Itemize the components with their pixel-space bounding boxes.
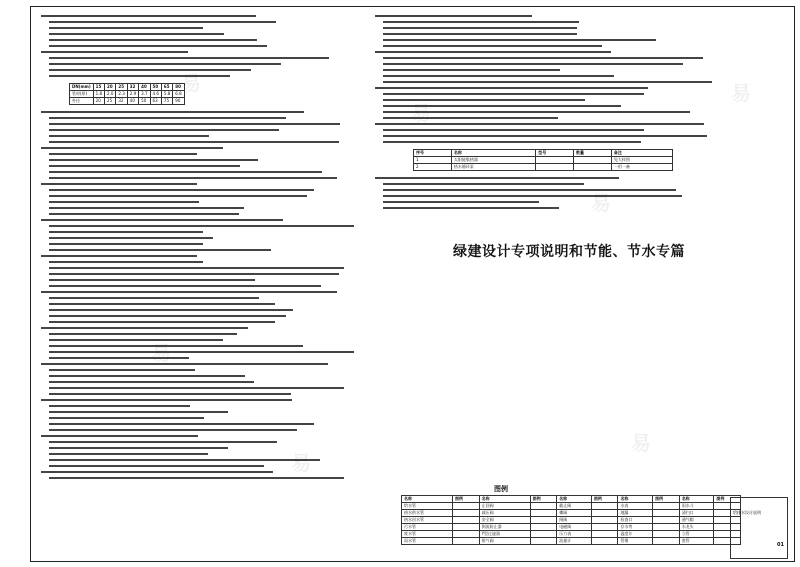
table-cell: 雨水管: [402, 538, 453, 545]
note-text-bar: [49, 153, 197, 155]
note-text-bar: [49, 69, 251, 71]
table-row: [414, 157, 673, 164]
note-text-bar: [49, 261, 203, 263]
header-cell: DN(mm): [70, 84, 94, 91]
table-cell: 外径: [70, 98, 94, 105]
header-cell: 50: [150, 84, 161, 91]
table-cell: [530, 517, 557, 524]
table-cell: 废水管: [402, 531, 453, 538]
table-row: [70, 91, 185, 98]
note-text-bar: [49, 21, 276, 23]
table-cell: [453, 531, 480, 538]
table-cell: [653, 531, 680, 538]
note-text-bar: [49, 27, 203, 29]
header-cell: 名称: [451, 150, 535, 157]
note-text-bar: [383, 183, 584, 185]
table-cell: 套管: [679, 538, 714, 545]
table-cell: 温度计: [618, 531, 653, 538]
note-text-bar: [383, 33, 577, 35]
header-cell: 图例: [591, 496, 618, 503]
watermark: 易: [291, 451, 311, 475]
pipe-spec-table: [69, 83, 185, 105]
note-text-bar: [375, 87, 648, 89]
legend-row: [402, 517, 741, 524]
header-cell: 名称: [402, 496, 453, 503]
header-cell: 名称: [479, 496, 530, 503]
table-cell: 4.6: [150, 91, 161, 98]
table-cell: 63: [150, 98, 161, 105]
table-cell: 清扫口: [679, 510, 714, 517]
table-cell: [530, 531, 557, 538]
note-line: [373, 205, 738, 211]
header-cell: 名称: [618, 496, 653, 503]
header-cell: 65: [161, 84, 172, 91]
note-text-bar: [49, 405, 190, 407]
legend-row: [402, 503, 741, 510]
note-text-bar: [41, 219, 283, 221]
note-text-bar: [49, 123, 340, 125]
table-cell: 管堵: [618, 538, 653, 545]
note-text-bar: [49, 309, 293, 311]
table-cell: 流量计: [557, 538, 592, 545]
note-text-bar: [49, 273, 339, 275]
note-text-bar: [49, 129, 279, 131]
table-cell: 排气阀: [479, 538, 530, 545]
note-text-bar: [49, 135, 209, 137]
note-text-bar: [49, 375, 245, 377]
note-text-bar: [49, 267, 344, 269]
legend-row: [402, 538, 741, 545]
table-cell: [653, 510, 680, 517]
table-cell: 75: [161, 98, 172, 105]
table-cell: 3.7: [139, 91, 150, 98]
table-cell: [574, 157, 612, 164]
watermark: 易: [591, 191, 611, 215]
table-cell: [574, 164, 612, 171]
equipment-table: [413, 149, 673, 171]
note-text-bar: [49, 429, 297, 431]
table-cell: 50: [139, 98, 150, 105]
table-cell: [453, 510, 480, 517]
table-cell: [653, 503, 680, 510]
table-cell: [536, 164, 574, 171]
note-text-bar: [383, 75, 614, 77]
table-cell: [591, 517, 618, 524]
note-text-bar: [383, 21, 579, 23]
table-cell: 管材(厚): [70, 91, 94, 98]
note-text-bar: [49, 177, 337, 179]
note-text-bar: [49, 243, 203, 245]
table-cell: 电磁阀: [557, 524, 592, 531]
header-cell: 图例: [453, 496, 480, 503]
table-cell: [453, 517, 480, 524]
note-text-bar: [41, 51, 188, 53]
legend-row: [402, 524, 741, 531]
main-title: 绿建设计专项说明和节能、节水专篇: [453, 244, 685, 260]
note-text-bar: [49, 465, 264, 467]
drawing-sheet: [30, 6, 795, 562]
watermark: 易: [411, 101, 431, 125]
table-cell: [453, 538, 480, 545]
table-cell: [591, 503, 618, 510]
table-cell: 一用一备: [611, 164, 672, 171]
table-cell: 热水供水管: [402, 510, 453, 517]
note-text-bar: [49, 285, 321, 287]
note-text-bar: [49, 57, 329, 59]
header-cell: 图例: [714, 496, 741, 503]
note-text-bar: [49, 249, 271, 251]
note-text-bar: [383, 93, 644, 95]
note-text-bar: [383, 81, 712, 83]
table-cell: 水表: [618, 503, 653, 510]
header-cell: 名称: [557, 496, 592, 503]
watermark: 易: [181, 71, 201, 95]
note-text-bar: [49, 303, 275, 305]
note-text-bar: [383, 189, 676, 191]
table-cell: 地漏: [618, 510, 653, 517]
header-cell: 20: [105, 84, 116, 91]
note-text-bar: [49, 381, 254, 383]
note-text-bar: [41, 291, 337, 293]
note-text-bar: [41, 255, 197, 257]
table-cell: 立管: [679, 531, 714, 538]
note-text-bar: [375, 177, 619, 179]
table-cell: [591, 510, 618, 517]
watermark: 易: [631, 431, 651, 455]
table-cell: 截止阀: [557, 503, 592, 510]
header-cell: 图例: [653, 496, 680, 503]
table-cell: [530, 510, 557, 517]
note-text-bar: [41, 471, 273, 473]
note-text-bar: [49, 477, 344, 479]
note-text-bar: [49, 393, 291, 395]
note-text-bar: [49, 237, 213, 239]
note-text-bar: [41, 183, 197, 185]
note-text-bar: [49, 231, 203, 233]
table-cell: 见大样图: [611, 157, 672, 164]
table-cell: [653, 524, 680, 531]
note-text-bar: [49, 297, 259, 299]
note-text-bar: [49, 117, 286, 119]
table-cell: 2: [414, 164, 452, 171]
table-cell: 污水管: [402, 524, 453, 531]
note-text-bar: [49, 39, 257, 41]
title-block: [730, 497, 788, 559]
header-cell: 序号: [414, 150, 452, 157]
table-header-row: [402, 496, 741, 503]
note-text-bar: [383, 195, 682, 197]
note-text-bar: [49, 333, 237, 335]
table-cell: 2.9: [127, 91, 138, 98]
note-text-bar: [49, 453, 208, 455]
note-line: [39, 475, 369, 481]
note-text-bar: [383, 69, 560, 71]
table-cell: 压力表: [557, 531, 592, 538]
note-text-bar: [41, 111, 304, 113]
note-text-bar: [49, 33, 224, 35]
note-text-bar: [41, 435, 198, 437]
table-cell: 安全阀: [479, 517, 530, 524]
sheet-number: 01: [777, 542, 784, 548]
note-text-bar: [383, 45, 602, 47]
header-cell: 备注: [611, 150, 672, 157]
legend-row: [402, 510, 741, 517]
header-cell: 40: [139, 84, 150, 91]
note-text-bar: [49, 387, 344, 389]
note-text-bar: [49, 315, 286, 317]
table-cell: 止回阀: [479, 503, 530, 510]
table-cell: [530, 538, 557, 545]
note-text-bar: [383, 39, 656, 41]
note-line: [373, 139, 738, 145]
table-cell: 2.0: [105, 91, 116, 98]
note-text-bar: [49, 225, 354, 227]
legend-row: [402, 531, 741, 538]
note-text-bar: [49, 45, 267, 47]
table-row: [414, 164, 673, 171]
drawing-name: 给排水设计说明: [733, 510, 761, 515]
table-cell: [453, 524, 480, 531]
note-text-bar: [41, 363, 328, 365]
table-cell: [453, 503, 480, 510]
table-cell: 闸阀: [557, 517, 592, 524]
note-text-bar: [49, 339, 223, 341]
header-cell: 25: [116, 84, 127, 91]
table-cell: 2.3: [116, 91, 127, 98]
table-cell: 90: [173, 98, 184, 105]
note-text-bar: [49, 447, 228, 449]
table-cell: [536, 157, 574, 164]
watermark: 易: [151, 341, 171, 365]
note-text-bar: [383, 207, 559, 209]
note-text-bar: [49, 459, 320, 461]
table-cell: 存水弯: [618, 524, 653, 531]
note-text-bar: [383, 27, 577, 29]
table-cell: 32: [116, 98, 127, 105]
watermark: 易: [731, 81, 751, 105]
table-cell: 1: [414, 157, 452, 164]
table-cell: [530, 503, 557, 510]
note-text-bar: [49, 213, 239, 215]
table-cell: 给水管: [402, 503, 453, 510]
note-text-bar: [49, 189, 314, 191]
table-cell: [591, 531, 618, 538]
note-text-bar: [49, 279, 255, 281]
table-cell: 热水回水管: [402, 517, 453, 524]
note-line: [39, 73, 369, 79]
table-cell: 检查口: [618, 517, 653, 524]
note-text-bar: [41, 147, 223, 149]
note-text-bar: [49, 369, 195, 371]
note-text-bar: [49, 75, 230, 77]
table-row: [70, 98, 185, 105]
table-cell: 5.8: [161, 91, 172, 98]
table-cell: [530, 524, 557, 531]
note-text-bar: [383, 135, 707, 137]
table-cell: [653, 538, 680, 545]
header-cell: 型号: [536, 150, 574, 157]
note-text-bar: [41, 15, 256, 17]
table-cell: 6.8: [173, 91, 184, 98]
table-cell: [591, 524, 618, 531]
note-text-bar: [49, 351, 354, 353]
note-text-bar: [49, 441, 277, 443]
note-text-bar: [375, 51, 611, 53]
header-cell: 图例: [530, 496, 557, 503]
table-cell: 蝶阀: [557, 510, 592, 517]
note-text-bar: [49, 171, 322, 173]
note-text-bar: [383, 201, 539, 203]
note-text-bar: [49, 63, 281, 65]
table-cell: 25: [105, 98, 116, 105]
note-text-bar: [383, 57, 703, 59]
table-cell: 1.8: [93, 91, 104, 98]
note-text-bar: [383, 63, 683, 65]
note-text-bar: [383, 129, 644, 131]
table-cell: 水龙头: [679, 524, 714, 531]
left-notes-column: [39, 13, 369, 481]
table-cell: Y型过滤器: [479, 531, 530, 538]
table-cell: 雨水斗: [679, 503, 714, 510]
note-text-bar: [375, 15, 532, 17]
table-cell: 太阳能集热器: [451, 157, 535, 164]
note-text-bar: [49, 159, 258, 161]
table-cell: 热水循环泵: [451, 164, 535, 171]
note-text-bar: [49, 195, 307, 197]
header-cell: 15: [93, 84, 104, 91]
note-text-bar: [49, 201, 199, 203]
table-header-row: [70, 84, 185, 91]
table-cell: 20: [93, 98, 104, 105]
note-text-bar: [383, 117, 558, 119]
table-cell: [591, 538, 618, 545]
header-cell: 名称: [679, 496, 714, 503]
legend-title: 图例: [494, 485, 508, 493]
table-cell: 倒流防止器: [479, 524, 530, 531]
header-cell: 32: [127, 84, 138, 91]
note-text-bar: [383, 141, 641, 143]
note-text-bar: [49, 423, 314, 425]
note-text-bar: [41, 327, 248, 329]
note-text-bar: [41, 399, 292, 401]
table-cell: [653, 517, 680, 524]
note-text-bar: [49, 165, 240, 167]
note-text-bar: [49, 345, 303, 347]
legend-table: [401, 495, 741, 545]
note-text-bar: [49, 417, 204, 419]
note-text-bar: [49, 411, 228, 413]
note-text-bar: [49, 141, 339, 143]
header-cell: 数量: [574, 150, 612, 157]
table-cell: 通气帽: [679, 517, 714, 524]
table-header-row: [414, 150, 673, 157]
table-cell: 减压阀: [479, 510, 530, 517]
note-text-bar: [49, 207, 244, 209]
note-text-bar: [49, 321, 275, 323]
header-cell: 80: [173, 84, 184, 91]
table-cell: 40: [127, 98, 138, 105]
